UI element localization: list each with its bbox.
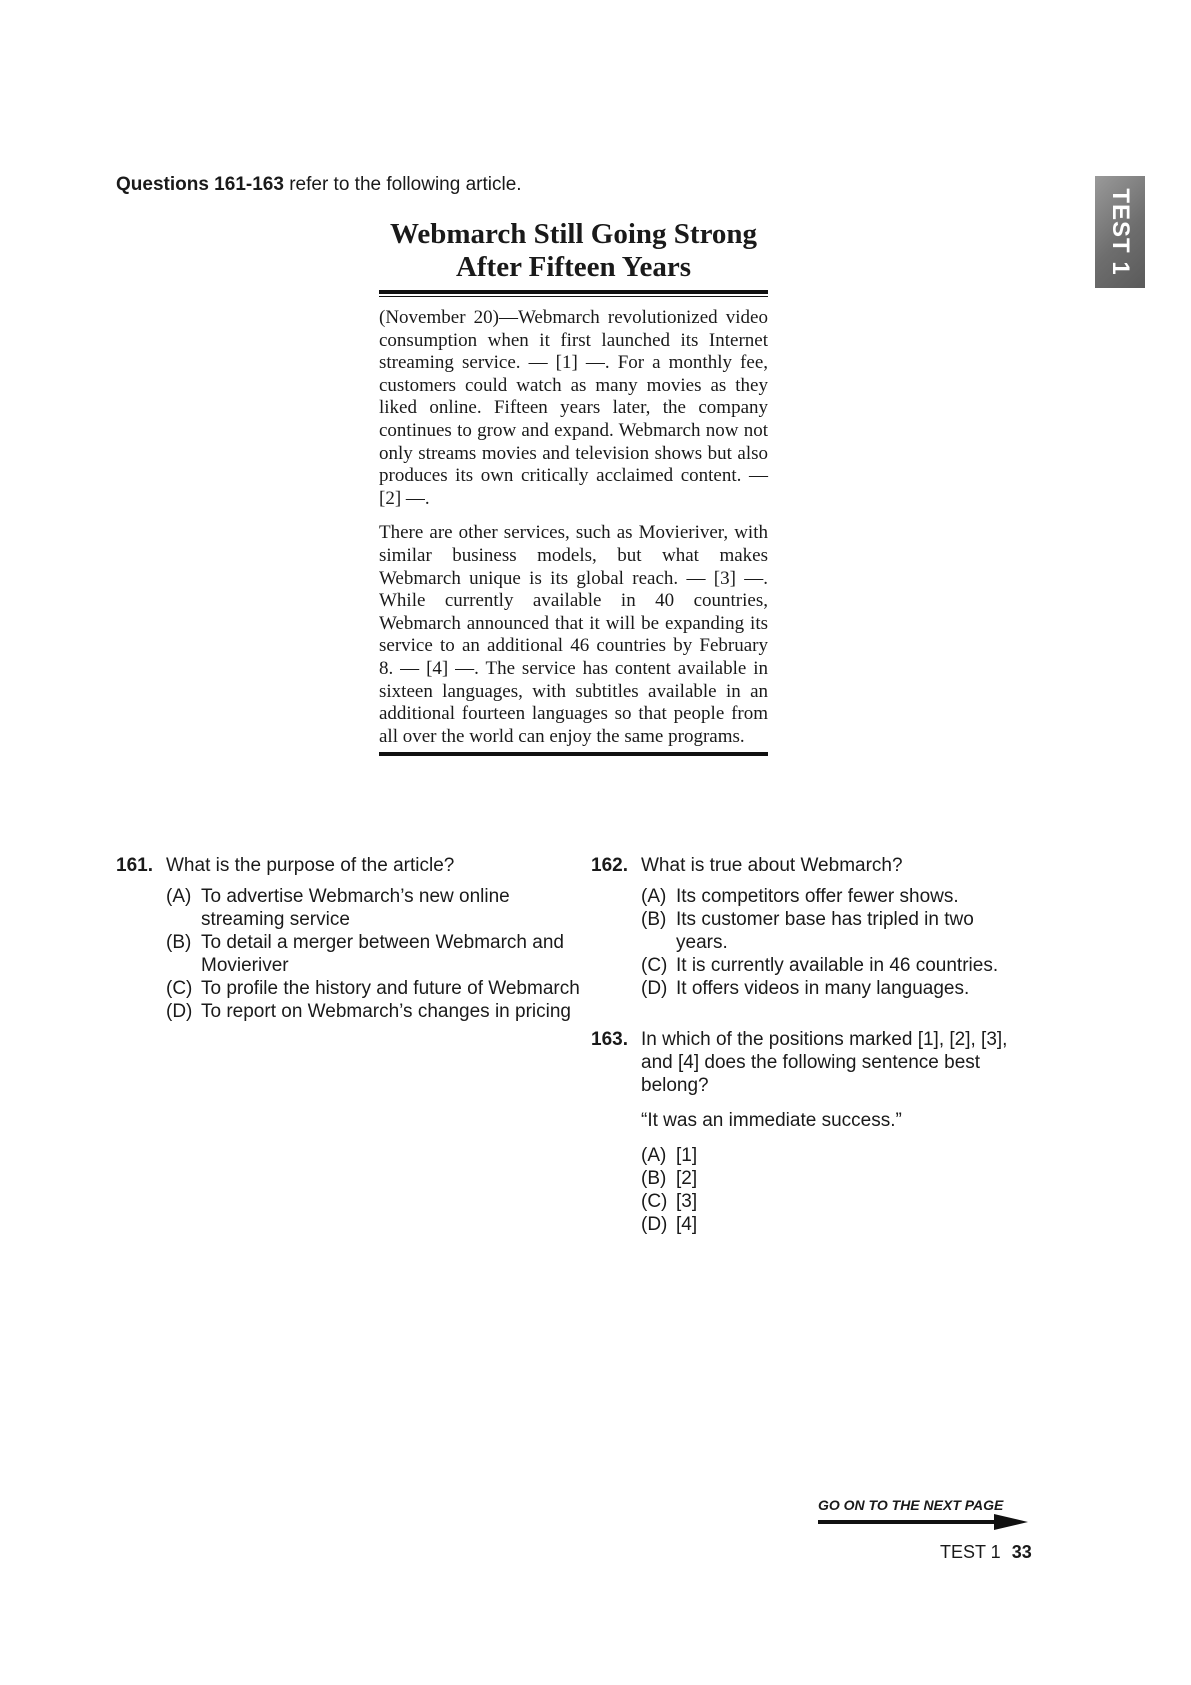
option-text: To detail a merger between Webmarch and Movieriver (201, 932, 564, 976)
article-top-rule-thin (379, 296, 768, 297)
option-text: [4] (676, 1214, 698, 1235)
article-paragraph-2: There are other services, such as Movieriver, with similar business models, but what makes Webmarch unique is its global reach. — [3] —. While currently available in 40 countries, Webmarch announced that it will be expanding its service to an additional 46 countries by February 8. — [4] —. The service has content available in sixteen languages, with subtitles available in an additional fourteen languages so that people from all over the world can enjoy the same programs. (379, 522, 768, 747)
option-c[interactable] (166, 977, 586, 1000)
page-number: 33 (1011, 1542, 1032, 1562)
question-number: 163. (591, 1029, 628, 1050)
option-letter: (D) (166, 1001, 193, 1022)
options-list (591, 1144, 1031, 1236)
question-163 (591, 1028, 1031, 1236)
intro-text: refer to the following article. (289, 174, 522, 195)
option-letter: (A) (641, 1145, 667, 1166)
option-letter: (C) (166, 978, 193, 999)
questions-intro (116, 174, 522, 196)
option-text: Its competitors offer fewer shows. (676, 886, 959, 907)
option-d[interactable] (641, 977, 1021, 1000)
option-c[interactable] (641, 1190, 1031, 1213)
option-text: Its customer base has tripled in two years. (676, 909, 974, 953)
option-text: It offers videos in many languages. (676, 978, 970, 999)
question-number: 161. (116, 855, 153, 876)
headline-line-1: Webmarch Still Going Strong (389, 218, 758, 250)
question-162 (591, 854, 1021, 1000)
option-letter: (D) (641, 978, 668, 999)
option-letter: (A) (641, 886, 667, 907)
question-stem: In which of the positions marked [1], [2], [3], and [4] does the following sentence best belong? (641, 1029, 1008, 1096)
option-letter: (A) (166, 886, 192, 907)
option-letter: (C) (641, 955, 668, 976)
article-paragraph-1: (November 20)—Webmarch revolutionized video consumption when it first launched its Internet streaming service. — [1] —. For a monthly fee, customers could watch as many movies as they liked online. Fifteen years later, the company continues to grow and expand. Webmarch now not only streams movies and television shows but also produces its own critically acclaimed content. — [2] —. (379, 307, 768, 509)
option-b[interactable] (166, 931, 586, 977)
option-text: It is currently available in 46 countries. (676, 955, 999, 976)
test-side-tab (1095, 176, 1145, 288)
option-letter: (B) (641, 909, 667, 930)
option-d[interactable] (641, 1213, 1031, 1236)
article-bottom-rule (379, 752, 768, 756)
option-text: [1] (676, 1145, 698, 1166)
go-on-next-page-label: GO ON TO THE NEXT PAGE (818, 1497, 1004, 1513)
option-letter: (D) (641, 1214, 668, 1235)
option-c[interactable] (641, 954, 1021, 977)
option-a[interactable] (641, 1144, 1031, 1167)
option-b[interactable] (641, 908, 1021, 954)
question-161 (116, 854, 586, 1023)
option-letter: (B) (641, 1168, 667, 1189)
option-d[interactable] (166, 1000, 586, 1023)
option-text: To report on Webmarch’s changes in pricing (201, 1001, 571, 1022)
article (379, 218, 768, 756)
option-letter: (C) (641, 1191, 668, 1212)
page-footer (940, 1542, 1032, 1563)
article-headline (379, 218, 768, 284)
test-label: TEST 1 (940, 1542, 1001, 1562)
option-text: To profile the history and future of Webmarch (201, 978, 580, 999)
option-text: To advertise Webmarch’s new online streaming service (201, 886, 510, 930)
question-stem: What is the purpose of the article? (166, 855, 455, 876)
option-text: [2] (676, 1168, 698, 1189)
question-number: 162. (591, 855, 628, 876)
option-letter: (B) (166, 932, 192, 953)
question-stem: What is true about Webmarch? (641, 855, 903, 876)
option-a[interactable] (166, 885, 586, 931)
quoted-sentence: “It was an immediate success.” (641, 1110, 902, 1131)
headline-line-2: After Fifteen Years (455, 251, 692, 283)
right-arrow-icon (818, 1514, 1028, 1530)
article-top-rule (379, 290, 768, 294)
option-text: [3] (676, 1191, 698, 1212)
test-tab-label: TEST 1 (1107, 188, 1134, 276)
option-b[interactable] (641, 1167, 1031, 1190)
option-a[interactable] (641, 885, 1021, 908)
questions-range: Questions 161-163 (116, 174, 284, 195)
